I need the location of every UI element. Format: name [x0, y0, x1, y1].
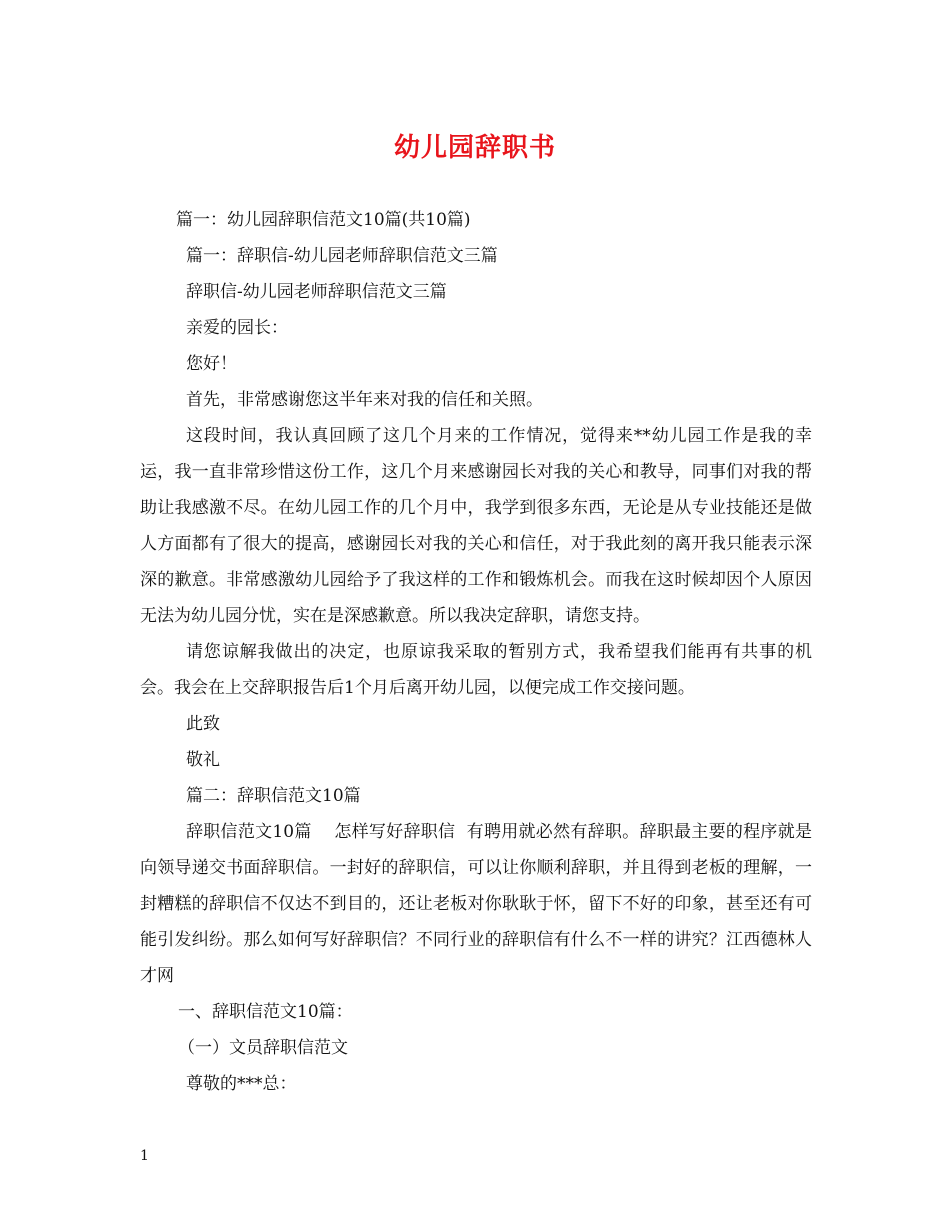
section-heading-1: 篇一：幼儿园辞职信范文10篇(共10篇): [176, 210, 471, 230]
paragraph-main: 这段时间，我认真回顾了这几个月来的工作情况，觉得来**幼儿园工作是我的幸运，我一直非常珍惜这份工作，这几个月来感谢园长对我的关心和教导，同事们对我的帮助让我感激不尽。在幼儿园工作的几个月中，我学到很多东西，无论是从专业技能还是做人方面都有了很大的提高，感谢园长对我的关心和信任，对于我此刻的离开我只能表示深深的歉意。非常感激幼儿园给予了我这样的工作和锻炼机会。而我在这时候却因个人原因无法为幼儿园分忧，实在是深感歉意。所以我决定辞职，请您支持。: [140, 426, 812, 626]
letter-title: 辞职信-幼儿园老师辞职信范文三篇: [186, 282, 447, 302]
greeting: 您好！: [186, 354, 237, 374]
closing-2: 敬礼: [186, 750, 220, 770]
document-title: 幼儿园辞职书: [393, 133, 556, 163]
subsection-heading-2: （一）文员辞职信范文: [178, 1038, 348, 1058]
subsection-heading-1: 篇一：辞职信-幼儿园老师辞职信范文三篇: [186, 246, 498, 266]
closing-1: 此致: [186, 714, 220, 734]
section-heading-2: 篇二：辞职信范文10篇: [186, 786, 361, 806]
salutation-2: 尊敬的***总：: [186, 1074, 297, 1094]
list-heading: 一、辞职信范文10篇：: [178, 1002, 353, 1022]
document-body: [140, 202, 812, 1102]
salutation: 亲爱的园长：: [186, 318, 288, 338]
paragraph-intro: 辞职信范文10篇 怎样写好辞职信 有聘用就必然有辞职。辞职最主要的程序就是向领导递交书面辞职信。一封好的辞职信，可以让你顺利辞职，并且得到老板的理解，一封糟糕的辞职信不仅达不到目的，还让老板对你耿耿于怀，留下不好的印象，甚至还有可能引发纠纷。那么如何写好辞职信？不同行业的辞职信有什么不一样的讲究？江西德林人才网: [140, 822, 812, 986]
paragraph-thanks: 首先，非常感谢您这半年来对我的信任和关照。: [186, 390, 543, 410]
paragraph-request: 请您谅解我做出的决定，也原谅我采取的暂别方式，我希望我们能再有共事的机会。我会在上交辞职报告后1个月后离开幼儿园，以便完成工作交接问题。: [140, 642, 812, 698]
page-number: 1: [140, 1148, 149, 1164]
